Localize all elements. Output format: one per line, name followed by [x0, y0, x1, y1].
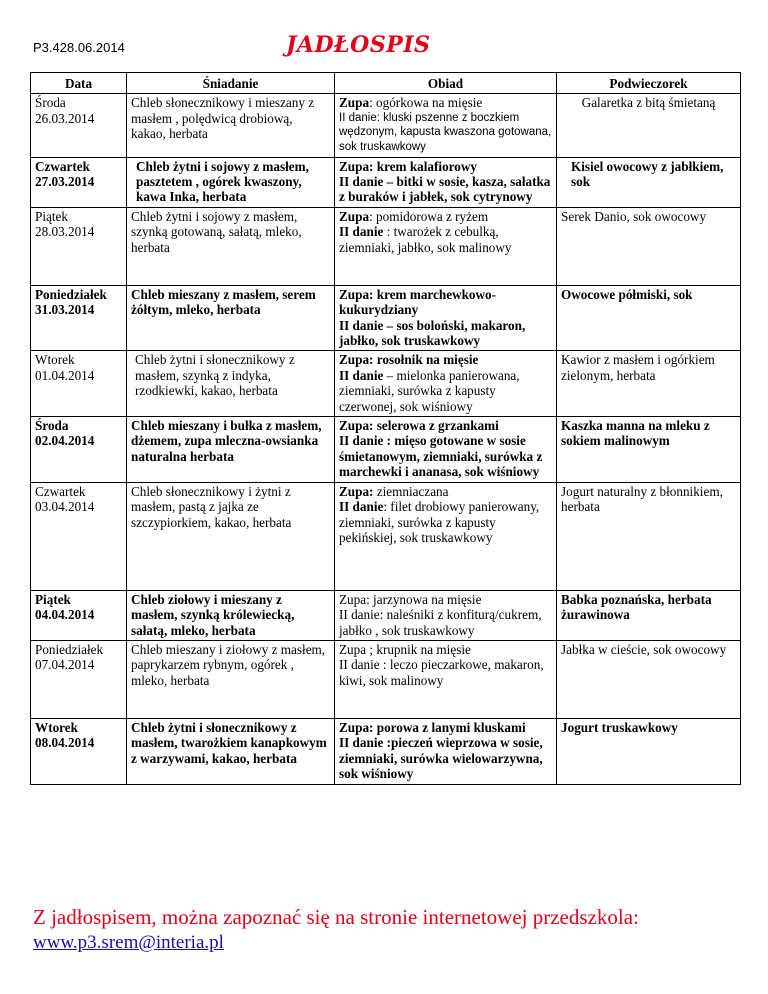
lunch-cell [335, 157, 557, 207]
date-value: 03.04.2014 [35, 499, 95, 515]
lunch-main [339, 499, 552, 545]
lunch-main: II danie : mięso gotowane w sosie śmietanowym, ziemniaki, surówka z marchewki i ananasa, sok wiśniowy [339, 433, 543, 480]
date-value: 31.03.2014 [35, 302, 95, 318]
breakfast-cell: Chleb słonecznikowy i żytni z masłem, pastą z jajka ze szczypiorkiem, kakao, herbata [127, 482, 335, 590]
day-name: Czwartek [35, 483, 86, 499]
snack-cell: Kaszka manna na mleku z sokiem malinowym [557, 417, 741, 483]
lunch-main: II danie :pieczeń wieprzowa w sosie, ziemniaki, surówka wielowarzywna, sok wiśniowy [339, 735, 543, 782]
table-row [31, 718, 741, 784]
date-value: 26.03.2014 [35, 110, 95, 126]
lunch-main: II danie : leczo pieczarkowe, makaron, kiwi, sok malinowy [339, 657, 544, 688]
soup-label: Zupa [339, 95, 370, 111]
snack-cell: Jogurt naturalny z błonnikiem, herbata [557, 482, 741, 590]
main-label: II danie [339, 224, 384, 240]
table-header-row [31, 73, 741, 94]
lunch-main [339, 368, 552, 414]
snack-cell: Owocowe półmiski, sok [557, 285, 741, 351]
table-row [31, 640, 741, 718]
lunch-soup: Zupa ; krupnik na mięsie [339, 641, 471, 657]
breakfast-cell: Chleb ziołowy i mieszany z masłem, szynką królewiecką, sałatą, mleko, herbata [127, 590, 335, 640]
lunch-cell [335, 417, 557, 483]
lunch-cell [335, 640, 557, 718]
snack-cell: Babka poznańska, herbata żurawinowa [557, 590, 741, 640]
date-value: 01.04.2014 [35, 367, 95, 383]
date-value: 04.04.2014 [35, 607, 95, 623]
soup-text: : ogórkowa na mięsie [369, 95, 483, 111]
table-row [31, 590, 741, 640]
breakfast-cell: Chleb mieszany z masłem, serem żółtym, mleko, herbata [127, 285, 335, 351]
date-value: 07.04.2014 [35, 657, 95, 673]
main-label: II danie [339, 499, 384, 515]
lunch-soup [339, 95, 552, 110]
lunch-main: II danie: kluski pszenne z boczkiem wędzonym, kapusta kwaszona gotowana, sok truskawkowy [339, 111, 552, 153]
lunch-main: II danie – sos boloński, makaron, jabłko, sok truskawkowy [339, 317, 526, 349]
lunch-main [339, 224, 552, 255]
date-value: 02.04.2014 [35, 433, 95, 449]
breakfast-cell: Chleb żytni i sojowy z masłem, szynką gotowaną, sałatą, mleko, herbata [127, 207, 335, 285]
lunch-soup [339, 209, 552, 224]
date-value: 08.04.2014 [35, 735, 95, 751]
header-snack: Podwieczorek [557, 73, 741, 94]
main-text: – mielonka panierowana, ziemniaki, surówka z kapusty czerwonej, sok wiśniowy [339, 367, 520, 414]
day-name: Piątek [35, 208, 68, 224]
document-id: P3.428.06.2014 [33, 40, 125, 55]
day-name: Poniedziałek [35, 286, 107, 302]
table-row [31, 94, 741, 157]
lunch-cell [335, 590, 557, 640]
snack-cell: Galaretka z bitą śmietaną [557, 94, 741, 157]
snack-cell: Kawior z masłem i ogórkiem zielonym, herbata [557, 351, 741, 417]
date-cell [31, 718, 127, 784]
main-text: : filet drobiowy panierowany, ziemniaki, surówka z kapusty pekińskiej, sok truskawkowy [339, 499, 540, 545]
lunch-cell [335, 207, 557, 285]
lunch-soup: Zupa: jarzynowa na mięsie [339, 591, 482, 607]
soup-text: : pomidorowa z ryżem [369, 208, 489, 224]
date-cell [31, 207, 127, 285]
lunch-soup [339, 484, 552, 499]
lunch-soup: Zupa: selerowa z grzankami [339, 418, 499, 434]
day-name: Czwartek [35, 158, 90, 174]
soup-text: ziemniaczana [373, 483, 449, 499]
date-value: 27.03.2014 [35, 174, 95, 189]
table-row [31, 157, 741, 207]
main-label: II danie [339, 367, 384, 383]
day-name: Środa [35, 418, 69, 434]
lunch-cell [335, 482, 557, 590]
day-name: Wtorek [35, 352, 75, 368]
day-name: Środa [35, 95, 66, 111]
table-row [31, 351, 741, 417]
day-name: Wtorek [35, 719, 78, 735]
snack-cell: Jogurt truskawkowy [557, 718, 741, 784]
date-cell [31, 590, 127, 640]
breakfast-cell: Chleb mieszany i bułka z masłem, dżemem, zupa mleczna-owsianka naturalna herbata [127, 417, 335, 483]
breakfast-cell: Chleb mieszany i ziołowy z masłem, paprykarzem rybnym, ogórek , mleko, herbata [127, 640, 335, 718]
lunch-main: II danie: naleśniki z konfiturą/cukrem, jabłko , sok truskawkowy [339, 607, 542, 638]
date-cell [31, 94, 127, 157]
header-lunch: Obiad [335, 73, 557, 94]
lunch-soup: Zupa: krem kalafiorowy [339, 158, 477, 174]
lunch-soup: Zupa: rosołnik na mięsie [339, 352, 479, 368]
date-cell [31, 482, 127, 590]
menu-table [30, 72, 741, 785]
header-date: Data [31, 73, 127, 94]
day-name: Poniedziałek [35, 641, 104, 657]
lunch-soup: Zupa: porowa z lanymi kluskami [339, 719, 526, 735]
table-row [31, 207, 741, 285]
lunch-cell [335, 285, 557, 351]
date-cell [31, 640, 127, 718]
lunch-cell [335, 351, 557, 417]
table-row [31, 417, 741, 483]
date-cell [31, 351, 127, 417]
lunch-soup: Zupa: krem marchewkowo-kukurydziany [339, 286, 497, 318]
date-cell [31, 157, 127, 207]
lunch-cell [335, 718, 557, 784]
header-breakfast: Śniadanie [127, 73, 335, 94]
breakfast-cell: Chleb żytni i słonecznikowy z masłem, szynką z indyka, rzodkiewki, kakao, herbata [127, 351, 335, 417]
snack-cell: Serek Danio, sok owocowy [557, 207, 741, 285]
breakfast-cell: Chleb żytni i słonecznikowy z masłem, twarożkiem kanapkowym z warzywami, kakao, herbata [127, 718, 335, 784]
lunch-main: II danie – bitki w sosie, kasza, sałatka z buraków i jabłek, sok cytrynowy [339, 174, 551, 205]
breakfast-cell: Chleb żytni i sojowy z masłem, pasztetem , ogórek kwaszony, kawa Inka, herbata [127, 157, 335, 207]
lunch-cell [335, 94, 557, 157]
date-cell [31, 285, 127, 351]
footer-text: Z jadłospisem, można zapoznać się na stronie internetowej przedszkola: [33, 905, 639, 929]
table-row [31, 482, 741, 590]
soup-label: Zupa [339, 208, 370, 224]
breakfast-cell: Chleb słonecznikowy i mieszany z masłem , polędwicą drobiową, kakao, herbata [127, 94, 335, 157]
main-text: : twarożek z cebulką, ziemniaki, jabłko, sok malinowy [339, 224, 512, 255]
snack-cell: Jabłka w cieście, sok owocowy [557, 640, 741, 718]
table-row [31, 285, 741, 351]
snack-cell: Kisiel owocowy z jabłkiem, sok [557, 157, 741, 207]
date-value: 28.03.2014 [35, 224, 95, 240]
soup-label: Zupa: [339, 483, 374, 499]
date-cell [31, 417, 127, 483]
page-title: JADŁOSPIS [286, 32, 431, 58]
day-name: Piątek [35, 591, 71, 607]
footer-link[interactable]: www.p3.srem@interia.pl [33, 932, 224, 953]
